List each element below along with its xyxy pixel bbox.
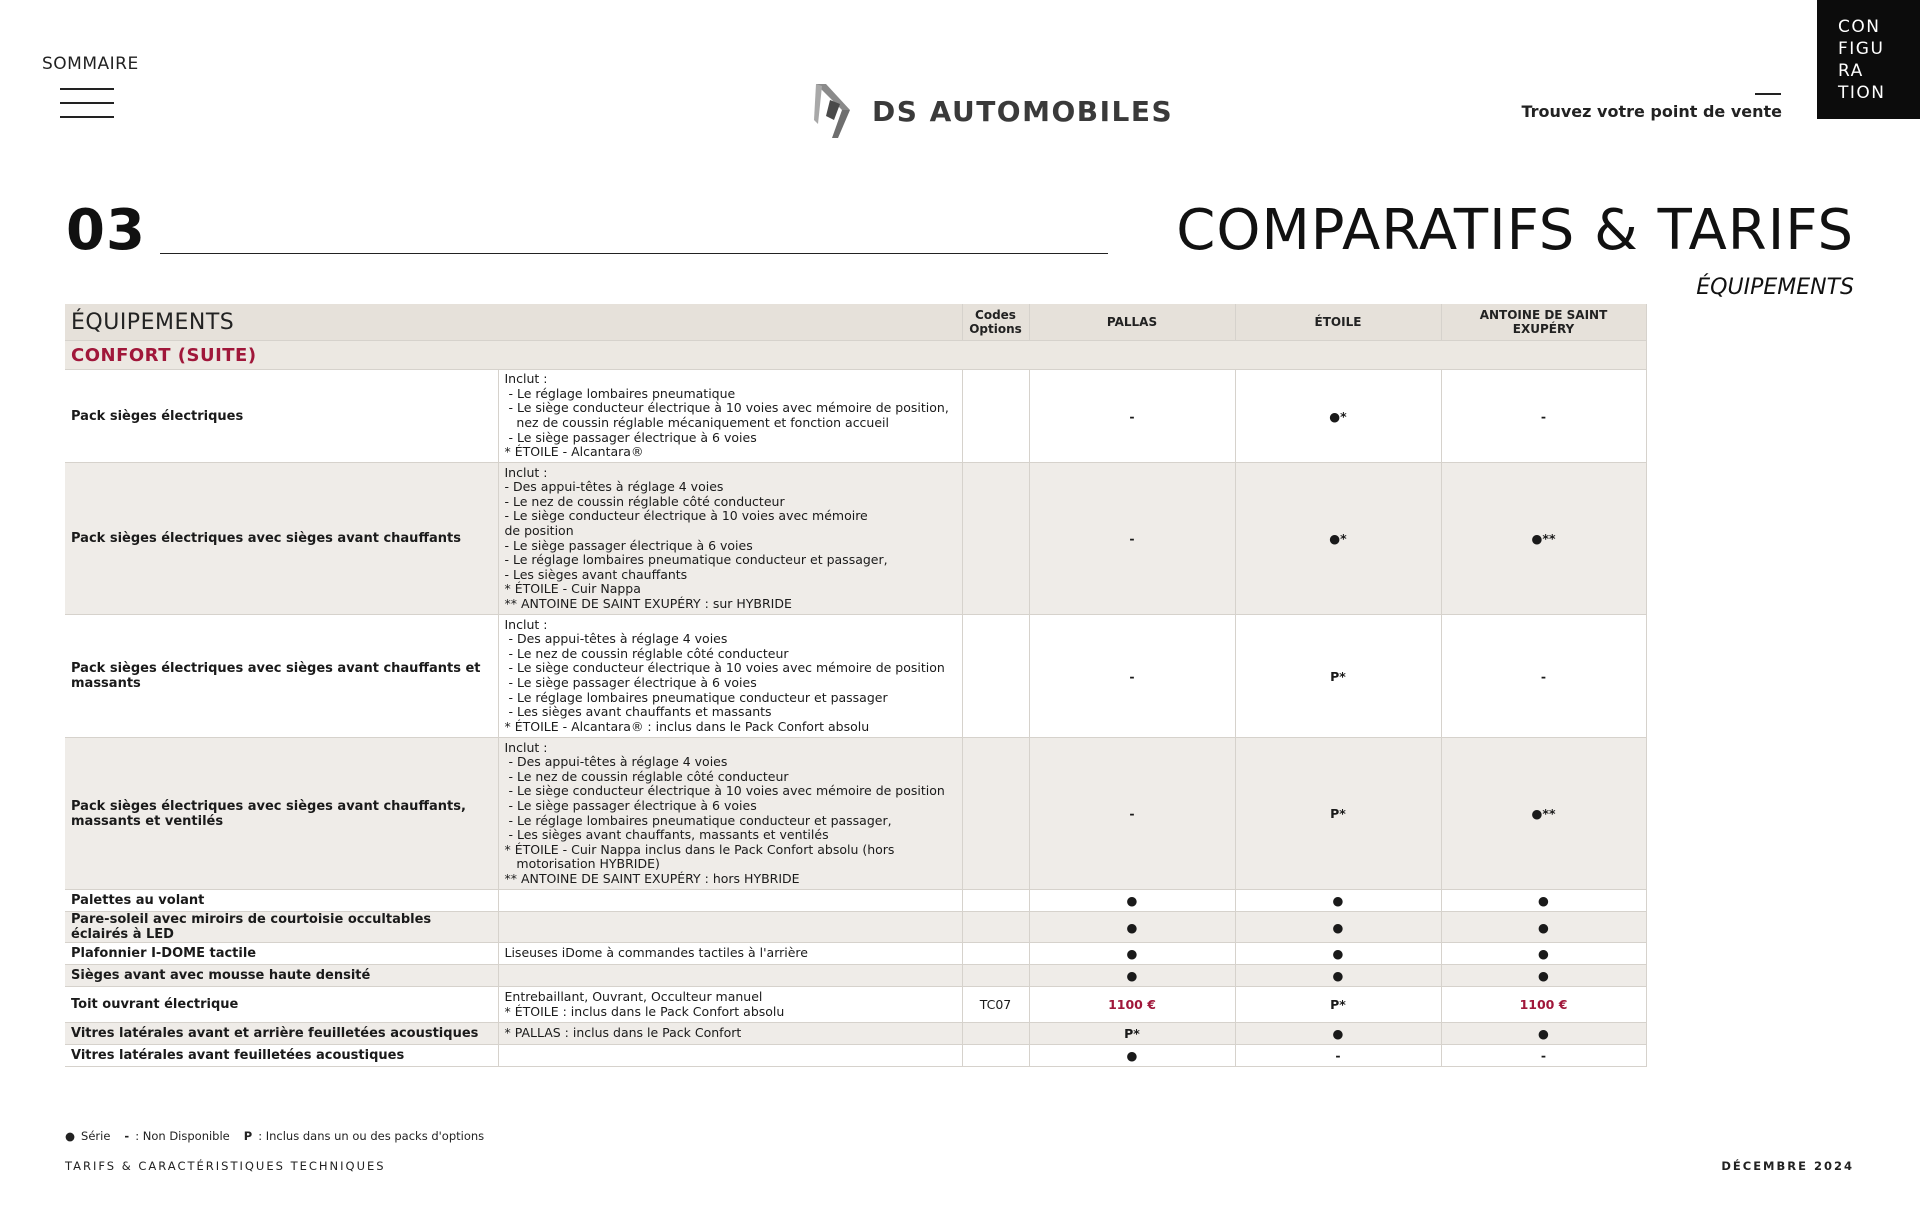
section-subtitle: ÉQUIPEMENTS — [1696, 275, 1854, 300]
pallas-value: ● — [1029, 912, 1235, 943]
configuration-button[interactable] — [1817, 0, 1920, 119]
etoile-value: P* — [1235, 615, 1441, 738]
configuration-label-3: RA — [1838, 61, 1864, 81]
legend-p-symbol: P — [243, 1129, 253, 1143]
table-row — [65, 1045, 1646, 1067]
table-row — [65, 370, 1646, 463]
option-code — [962, 1045, 1029, 1067]
etoile-value: ● — [1235, 965, 1441, 987]
option-code — [962, 912, 1029, 943]
equipment-name: Plafonnier I-DOME tactile — [65, 943, 498, 965]
section-number: 03 — [66, 198, 146, 263]
antoine-value: ●** — [1441, 463, 1646, 615]
configuration-label-1: CON — [1838, 17, 1881, 37]
point-de-vente-link[interactable]: Trouvez votre point de vente — [1521, 102, 1782, 121]
table-row — [65, 890, 1646, 912]
equipment-name: Pack sièges électriques avec sièges avant chauffants, massants et ventilés — [65, 738, 498, 890]
antoine-value: - — [1441, 370, 1646, 463]
equipment-description: Liseuses iDome à commandes tactiles à l'arrière — [498, 943, 962, 965]
equipment-name: Pack sièges électriques avec sièges avant chauffants et massants — [65, 615, 498, 738]
antoine-value: 1100 € — [1441, 987, 1646, 1023]
antoine-value: ● — [1441, 890, 1646, 912]
etoile-value: ●* — [1235, 370, 1441, 463]
equipment-name: Toit ouvrant électrique — [65, 987, 498, 1023]
option-code: TC07 — [962, 987, 1029, 1023]
antoine-value: ● — [1441, 943, 1646, 965]
pallas-value: ● — [1029, 1045, 1235, 1067]
option-code — [962, 890, 1029, 912]
equipment-description: Inclut : - Des appui-têtes à réglage 4 voies - Le nez de coussin réglable côté conducteur - Le siège conducteur électrique à 10 voies avec mémoire de position - Le siège passager électrique à 6 voies - Le réglage lombaires pneumatique conducteur et passager, - Les sièges avant chauffants * ÉTOILE - Cuir Nappa ** ANTOINE DE SAINT EXUPÉRY : sur HYBRIDE — [498, 463, 962, 615]
equipment-name: Pack sièges électriques — [65, 370, 498, 463]
equipment-description: Inclut : - Des appui-têtes à réglage 4 voies - Le nez de coussin réglable côté conducteur - Le siège conducteur électrique à 10 voies avec mémoire de position - Le siège passager électrique à 6 voies - Le réglage lombaires pneumatique conducteur et passager, - Les sièges avant chauffants, massants et ventilés * ÉTOILE - Cuir Nappa inclus dans le Pack Confort absolu (hors motorisation HYBRIDE) ** ANTOINE DE SAINT EXUPÉRY : hors HYBRIDE — [498, 738, 962, 890]
option-code — [962, 370, 1029, 463]
antoine-value: - — [1441, 615, 1646, 738]
etoile-value: P* — [1235, 738, 1441, 890]
section-title: COMPARATIFS & TARIFS — [1176, 198, 1854, 263]
equipment-description: Entrebaillant, Ouvrant, Occulteur manuel * ÉTOILE : inclus dans le Pack Confort absolu — [498, 987, 962, 1023]
antoine-value: - — [1441, 1045, 1646, 1067]
table-row — [65, 1023, 1646, 1045]
etoile-value: ● — [1235, 1023, 1441, 1045]
etoile-value: - — [1235, 1045, 1441, 1067]
antoine-value: ● — [1441, 965, 1646, 987]
option-code — [962, 463, 1029, 615]
table-row — [65, 943, 1646, 965]
option-code — [962, 615, 1029, 738]
table-row — [65, 615, 1646, 738]
antoine-value: ●** — [1441, 738, 1646, 890]
header-etoile: ÉTOILE — [1235, 304, 1441, 341]
logo-text: DS AUTOMOBILES — [872, 94, 1174, 128]
table-row — [65, 738, 1646, 890]
equipment-name: Pack sièges électriques avec sièges avant chauffants — [65, 463, 498, 615]
ds-logo-icon — [812, 80, 864, 142]
legend-nd-symbol: - — [124, 1129, 130, 1143]
point-de-vente-divider — [1755, 93, 1781, 95]
table-row — [65, 912, 1646, 943]
option-code — [962, 738, 1029, 890]
table-row — [65, 463, 1646, 615]
etoile-value: ●* — [1235, 463, 1441, 615]
pallas-value: - — [1029, 738, 1235, 890]
equipment-name: Sièges avant avec mousse haute densité — [65, 965, 498, 987]
menu-icon[interactable] — [60, 88, 114, 130]
header-antoine: ANTOINE DE SAINT EXUPÉRY — [1441, 304, 1646, 341]
etoile-value: ● — [1235, 943, 1441, 965]
option-code — [962, 943, 1029, 965]
pallas-value: 1100 € — [1029, 987, 1235, 1023]
table-row — [65, 965, 1646, 987]
section-divider — [160, 253, 1108, 254]
category-row — [65, 341, 1646, 370]
category-label: CONFORT (SUITE) — [65, 341, 1646, 370]
pallas-value: ● — [1029, 943, 1235, 965]
pallas-value: ● — [1029, 890, 1235, 912]
equipment-description: Inclut : - Des appui-têtes à réglage 4 voies - Le nez de coussin réglable côté conducteur - Le siège conducteur électrique à 10 voies avec mémoire de position - Le siège passager électrique à 6 voies - Le réglage lombaires pneumatique conducteur et passager - Les sièges avant chauffants et massants * ÉTOILE - Alcantara® : inclus dans le Pack Confort absolu — [498, 615, 962, 738]
legend-serie-symbol: ● — [65, 1129, 76, 1143]
etoile-value: P* — [1235, 987, 1441, 1023]
header-pallas: PALLAS — [1029, 304, 1235, 341]
equipment-description — [498, 1045, 962, 1067]
table-row — [65, 987, 1646, 1023]
option-code — [962, 1023, 1029, 1045]
equipment-description: * PALLAS : inclus dans le Pack Confort — [498, 1023, 962, 1045]
equipment-name: Vitres latérales avant feuilletées acoustiques — [65, 1045, 498, 1067]
equipment-description — [498, 965, 962, 987]
ds-automobiles-logo[interactable] — [812, 80, 1173, 142]
pallas-value: - — [1029, 463, 1235, 615]
legend-pack: : Inclus dans un ou des packs d'options — [258, 1129, 485, 1143]
equipment-name: Vitres latérales avant et arrière feuilletées acoustiques — [65, 1023, 498, 1045]
configuration-label-2: FIGU — [1838, 39, 1885, 59]
legend-serie: Série — [81, 1129, 111, 1143]
footer-left: TARIFS & CARACTÉRISTIQUES TECHNIQUES — [65, 1159, 386, 1173]
sommaire-label[interactable]: SOMMAIRE — [42, 54, 139, 74]
header-codes-options: Codes Options — [962, 304, 1029, 341]
option-code — [962, 965, 1029, 987]
equipment-table — [65, 304, 1647, 1067]
pallas-value: ● — [1029, 965, 1235, 987]
pallas-value: - — [1029, 370, 1235, 463]
etoile-value: ● — [1235, 890, 1441, 912]
equipment-description — [498, 890, 962, 912]
antoine-value: ● — [1441, 912, 1646, 943]
header-equipements: ÉQUIPEMENTS — [65, 304, 962, 341]
footer-right: DÉCEMBRE 2024 — [1721, 1159, 1854, 1173]
equipment-description: Inclut : - Le réglage lombaires pneumatique - Le siège conducteur électrique à 10 voies avec mémoire de position, nez de coussin réglable mécaniquement et fonction accueil - Le siège passager électrique à 6 voies * ÉTOILE - Alcantara® — [498, 370, 962, 463]
pallas-value: P* — [1029, 1023, 1235, 1045]
pallas-value: - — [1029, 615, 1235, 738]
equipment-name: Palettes au volant — [65, 890, 498, 912]
legend — [65, 1129, 498, 1143]
antoine-value: ● — [1441, 1023, 1646, 1045]
legend-non-disponible: : Non Disponible — [135, 1129, 230, 1143]
table-header-row — [65, 304, 1646, 341]
configuration-label-4: TION — [1838, 83, 1886, 103]
etoile-value: ● — [1235, 912, 1441, 943]
equipment-name: Pare-soleil avec miroirs de courtoisie occultables éclairés à LED — [65, 912, 498, 943]
equipment-description — [498, 912, 962, 943]
